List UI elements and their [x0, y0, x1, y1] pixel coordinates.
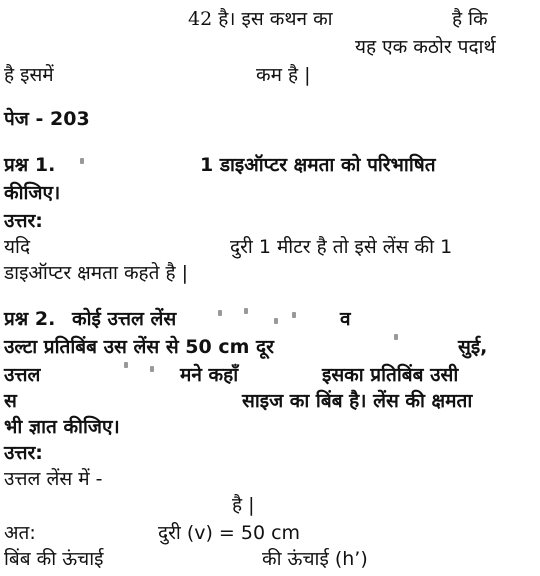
page-heading: पेज - 203 [4, 108, 90, 130]
q2-answer-line-1: उत्तल लेंस में - [4, 468, 103, 490]
scan-artifact [292, 312, 296, 318]
scan-artifact [394, 334, 398, 340]
q2-line-1b: व [340, 308, 351, 330]
q2-line-2b: सुई, [458, 336, 488, 358]
scan-artifact [124, 362, 128, 368]
scan-artifact [80, 158, 84, 164]
q2-line-2a: उल्टा प्रतिबिंब उस लेंस से 50 cm दूर [4, 336, 274, 358]
q1-answer-a1: यदि [4, 236, 31, 258]
q2-answer-line-4a: बिंब की ऊंचाई [4, 548, 104, 570]
q1-text-a: 1 डाइऑप्टर क्षमता को परिभाषित [200, 154, 436, 176]
q2-label: प्रश्न 2. [4, 308, 56, 330]
para-line-3a: है इसमें [4, 64, 54, 86]
para-line-3b: कम है | [256, 64, 311, 86]
q2-line-4b: साइज का बिंब है। लेंस की क्षमता [242, 390, 473, 412]
q2-answer-line-2: है | [232, 494, 255, 516]
q2-answer-line-3b: दुरी (v) = 50 cm [158, 522, 301, 544]
q2-answer-line-3a: अत: [4, 522, 36, 544]
q2-line-3c: इसका प्रतिबिंब उसी [322, 364, 459, 386]
q1-answer-b: डाइऑप्टर क्षमता कहते है | [4, 262, 189, 284]
q1-answer-label: उत्तर: [4, 210, 43, 232]
scan-artifact [244, 308, 248, 314]
q1-answer-a2: दुरी 1 मीटर है तो इसे लेंस की 1 [230, 236, 453, 258]
q1-label: प्रश्न 1. [4, 154, 56, 176]
scan-artifact [218, 310, 222, 316]
scan-artifact [274, 318, 278, 324]
q2-line-4a: स [4, 390, 17, 412]
q2-answer-label: उत्तर: [4, 442, 43, 464]
scan-artifact [150, 366, 154, 372]
q2-line-3a: उत्तल [4, 364, 41, 386]
q2-line-1a: कोई उत्तल लेंस [72, 308, 177, 330]
q2-line-5: भी ज्ञात कीजिए। [4, 416, 120, 438]
q1-text-b: कीजिए। [4, 182, 61, 204]
para-line-1a: 42 है। इस कथन का [188, 8, 333, 30]
q2-line-3b: मने कहाँ [180, 364, 239, 386]
q2-answer-line-4b: की ऊंचाई (h’) [262, 548, 368, 570]
para-line-1b: है कि [452, 8, 488, 30]
para-line-2: यह एक कठोर पदार्थ [355, 36, 496, 58]
